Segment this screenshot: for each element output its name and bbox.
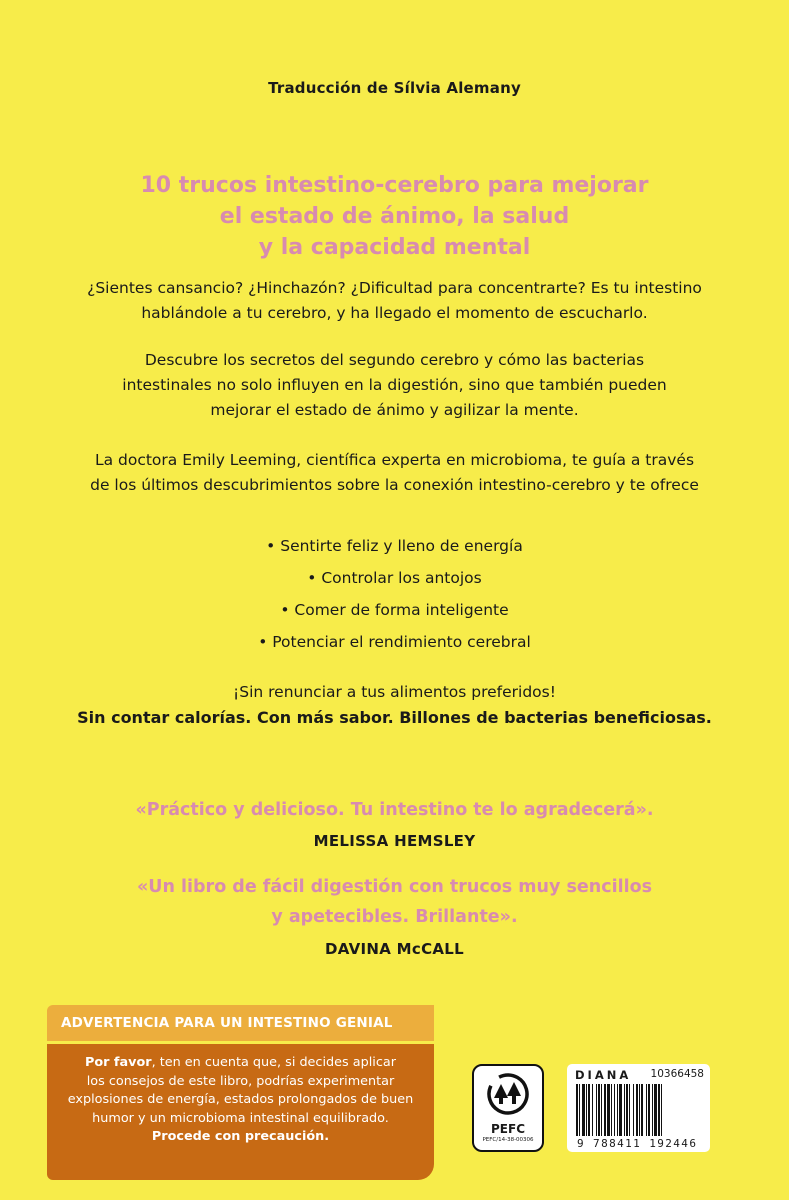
- quote-line: y apetecibles. Brillante».: [271, 907, 518, 927]
- isbn-number: 9 788411 192446: [577, 1137, 698, 1150]
- paragraph-line: intestinales no solo influyen en la digestión, sino que también pueden: [122, 376, 667, 394]
- headline-line: 10 trucos intestino-cerebro para mejorar: [140, 173, 649, 198]
- warning-title: ADVERTENCIA PARA UN INTESTINO GENIAL: [47, 1005, 434, 1044]
- headline-line: y la capacidad mental: [258, 235, 531, 260]
- warning-line: los consejos de este libro, podrías experimentar: [86, 1073, 395, 1089]
- closing-tagline: Sin contar calorías. Con más sabor. Billones de bacterias beneficiosas.: [77, 708, 712, 727]
- barcode-header: [575, 1068, 704, 1082]
- blurb-quote: [0, 795, 789, 825]
- publisher-name: DIANA: [575, 1068, 632, 1082]
- blurb-author: DAVINA McCALL: [324, 940, 465, 958]
- headline: [0, 170, 789, 263]
- benefit-item: • Controlar los antojos: [307, 569, 482, 587]
- paragraph-line: de los últimos descubrimientos sobre la conexión intestino-cerebro y te ofrece: [90, 476, 699, 494]
- pefc-code: PEFC/14-38-00306: [482, 1137, 534, 1143]
- headline-line: el estado de ánimo, la salud: [219, 204, 570, 229]
- pefc-trees-icon: [486, 1072, 530, 1116]
- translator-credit: Traducción de Sílvia Alemany: [268, 79, 521, 97]
- benefit-item: • Potenciar el rendimiento cerebral: [258, 633, 531, 651]
- barcode-icon: [574, 1084, 704, 1136]
- blurb-author: MELISSA HEMSLEY: [313, 832, 476, 850]
- pefc-label: PEFC: [491, 1122, 525, 1136]
- closing-line: ¡Sin renunciar a tus alimentos preferidos!: [233, 683, 556, 701]
- paragraph-secrets: [0, 348, 789, 423]
- pefc-logo: [472, 1064, 544, 1152]
- paragraph-author: [0, 448, 789, 498]
- blurb-quote: [0, 872, 789, 932]
- product-code: 10366458: [650, 1068, 704, 1080]
- warning-box: [47, 1005, 434, 1180]
- benefit-item: • Comer de forma inteligente: [280, 601, 509, 619]
- warning-body: [47, 1044, 434, 1180]
- paragraph-intro: [0, 276, 789, 326]
- quote-line: «Un libro de fácil digestión con trucos muy sencillos: [136, 877, 653, 897]
- warning-closing: Procede con precaución.: [151, 1129, 330, 1144]
- benefit-item: • Sentirte feliz y lleno de energía: [266, 537, 523, 555]
- closing-statement: [0, 680, 789, 730]
- quote-line: «Práctico y delicioso. Tu intestino te lo agradecerá».: [135, 800, 654, 820]
- benefit-list: [0, 530, 789, 658]
- warning-line: explosiones de energía, estados prolongados de buen: [67, 1092, 414, 1107]
- warning-lead: Por favor: [85, 1055, 152, 1070]
- paragraph-line: hablándole a tu cerebro, y ha llegado el momento de escucharlo.: [141, 304, 648, 322]
- paragraph-line: Descubre los secretos del segundo cerebro y cómo las bacterias: [144, 351, 645, 369]
- paragraph-line: La doctora Emily Leeming, científica experta en microbioma, te guía a través: [94, 451, 695, 469]
- paragraph-line: ¿Sientes cansancio? ¿Hinchazón? ¿Dificultad para concentrarte? Es tu intestino: [87, 279, 702, 297]
- warning-line: , ten en cuenta que, si decides aplicar: [151, 1055, 396, 1070]
- warning-line: humor y un microbioma intestinal equilibrado.: [92, 1110, 389, 1126]
- paragraph-line: mejorar el estado de ánimo y agilizar la mente.: [210, 401, 579, 419]
- barcode-panel: [567, 1064, 710, 1152]
